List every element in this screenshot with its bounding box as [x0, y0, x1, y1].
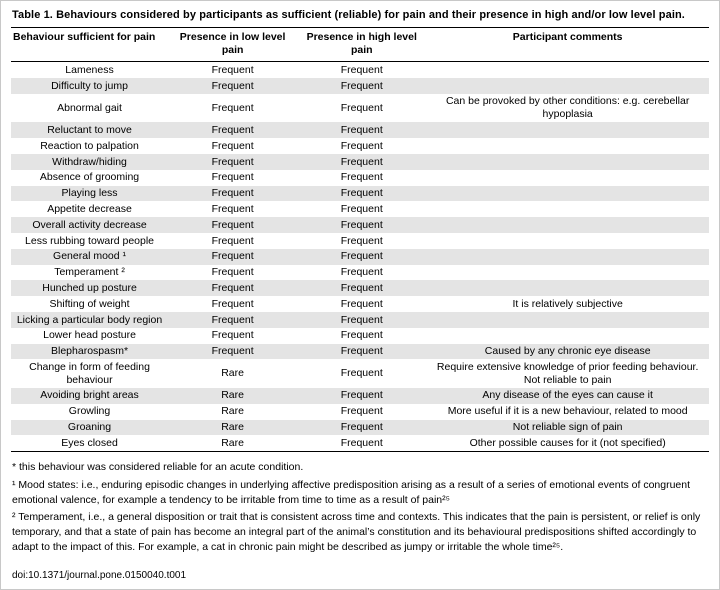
low-level-cell: Frequent: [211, 313, 254, 326]
comment-cell: [426, 328, 709, 344]
behaviour-cell: Lower head posture: [43, 329, 136, 342]
table-row: [11, 122, 709, 138]
comment-cell: [426, 280, 709, 296]
behaviour-cell: Licking a particular body region: [16, 313, 163, 326]
comment-cell: Not reliable sign of pain: [512, 421, 623, 434]
comment-cell: [426, 170, 709, 186]
header-row: [11, 28, 709, 62]
behaviour-cell: Eyes closed: [11, 435, 168, 451]
low-level-cell: Rare: [221, 405, 244, 418]
low-level-cell: Frequent: [211, 297, 254, 310]
high-level-cell: Frequent: [340, 63, 383, 76]
table-row: [11, 420, 709, 436]
table-row: [11, 312, 709, 328]
table-row: [11, 296, 709, 312]
high-level-cell: Frequent: [340, 421, 383, 434]
high-level-cell: Frequent: [340, 250, 383, 263]
comment-cell: [426, 186, 709, 202]
low-level-cell: Frequent: [211, 329, 254, 342]
high-level-cell: Frequent: [340, 297, 383, 310]
table-row: [11, 78, 709, 94]
behaviour-cell: Reluctant to move: [47, 123, 132, 136]
table-row: [11, 388, 709, 404]
comment-cell: Require extensive knowledge of prior feeding behaviour. Not reliable to pain: [436, 360, 699, 386]
comment-cell: [426, 78, 709, 94]
high-level-cell: Frequent: [340, 367, 383, 380]
table-row: [11, 249, 709, 265]
low-level-cell: Frequent: [211, 266, 254, 279]
comment-cell: [426, 62, 709, 78]
behaviour-cell: Abnormal gait: [57, 101, 122, 114]
behaviour-cell: Growling: [68, 405, 111, 418]
table-header: [11, 28, 709, 62]
low-level-cell: Frequent: [211, 171, 254, 184]
table-row: [11, 217, 709, 233]
comment-cell: [426, 249, 709, 265]
low-level-cell: Frequent: [211, 234, 254, 247]
high-level-cell: Frequent: [340, 123, 383, 136]
table-row: [11, 94, 709, 123]
low-level-cell: Frequent: [211, 202, 254, 215]
behaviour-cell: Difficulty to jump: [51, 79, 128, 92]
column-header-comments: Participant comments: [426, 28, 709, 62]
behaviour-cell: General mood ¹: [53, 250, 126, 263]
behaviour-cell: Temperament ²: [54, 266, 125, 279]
comment-cell: [426, 265, 709, 281]
comment-cell: Can be provoked by other conditions: e.g. cerebellar hypoplasia: [445, 95, 690, 121]
table-row: [11, 344, 709, 360]
column-header-low-level: Presence in low level pain: [168, 28, 297, 62]
column-header-behaviour: Behaviour sufficient for pain: [11, 28, 168, 62]
low-level-cell: Rare: [221, 421, 244, 434]
high-level-cell: Frequent: [340, 101, 383, 114]
behaviour-cell: Overall activity decrease: [32, 218, 147, 231]
behaviour-cell: Absence of grooming: [39, 171, 140, 184]
table-row: [11, 170, 709, 186]
table-row: [11, 359, 709, 388]
comment-cell: [426, 233, 709, 249]
comment-cell: [426, 201, 709, 217]
footnote-asterisk: * this behaviour was considered reliable for an acute condition.: [12, 461, 304, 474]
behaviour-cell: Withdraw/hiding: [52, 155, 127, 168]
comment-cell: [426, 138, 709, 154]
high-level-cell: Frequent: [340, 389, 383, 402]
low-level-cell: Frequent: [211, 250, 254, 263]
low-level-cell: Frequent: [211, 139, 254, 152]
comment-cell: It is relatively subjective: [512, 297, 623, 310]
high-level-cell: Frequent: [340, 345, 383, 358]
comment-cell: [426, 217, 709, 233]
low-level-cell: Rare: [221, 367, 244, 380]
table-row: [11, 435, 709, 451]
low-level-cell: Frequent: [211, 63, 254, 76]
low-level-cell: Frequent: [211, 345, 254, 358]
comment-cell: More useful if it is a new behaviour, related to mood: [447, 405, 688, 418]
behaviour-cell: Lameness: [65, 63, 114, 76]
column-header-high-level: Presence in high level pain: [297, 28, 426, 62]
low-level-cell: Frequent: [211, 155, 254, 168]
behaviours-table: [11, 27, 709, 452]
high-level-cell: Frequent: [340, 329, 383, 342]
behaviour-cell: Groaning: [67, 421, 112, 434]
high-level-cell: Frequent: [340, 202, 383, 215]
behaviour-cell: Less rubbing toward people: [25, 234, 155, 247]
comment-cell: Other possible causes for it (not specified): [426, 435, 709, 451]
low-level-cell: Rare: [221, 389, 244, 402]
low-level-cell: Frequent: [211, 123, 254, 136]
behaviour-cell: Reaction to palpation: [40, 139, 139, 152]
comment-cell: Caused by any chronic eye disease: [484, 345, 651, 358]
behaviour-cell: Playing less: [61, 187, 118, 200]
behaviour-cell: Appetite decrease: [47, 202, 132, 215]
footnote-mood-states: ¹ Mood states: i.e., enduring episodic changes in underlying affective predisposition arising as a result of a series of emotional events of congruent emotional valence, for example a tendency to be irritable from time to time as a result of pain²⁵: [12, 478, 691, 506]
low-level-cell: Frequent: [211, 281, 254, 294]
table-row: [11, 154, 709, 170]
high-level-cell: Frequent: [340, 171, 383, 184]
footnote-temperament: ² Temperament, i.e., a general disposition or trait that is consistent across time and contexts. This indicates that the pain is persistent, or relief is only temporary, and that a state of pain has become an integral part of the animal’s constitution and its behavioural predispositions shifted accordingly to adapt to the impact of this. For example, a cat in chronic pain might be described as jumpy or irritable the whole time²⁵.: [12, 511, 701, 553]
high-level-cell: Frequent: [340, 266, 383, 279]
high-level-cell: Frequent: [340, 405, 383, 418]
low-level-cell: Frequent: [211, 187, 254, 200]
footnotes: [11, 460, 709, 554]
behaviour-cell: Hunched up posture: [42, 281, 137, 294]
table-title: Table 1. Behaviours considered by participants as sufficient (reliable) for pain and their presence in high and/or low level pain.: [12, 9, 685, 21]
low-level-cell: Frequent: [211, 218, 254, 231]
high-level-cell: Frequent: [340, 218, 383, 231]
comment-cell: Any disease of the eyes can cause it: [482, 389, 653, 402]
high-level-cell: Frequent: [340, 187, 383, 200]
table-row: [11, 280, 709, 296]
table-row: [11, 138, 709, 154]
high-level-cell: Frequent: [340, 281, 383, 294]
comment-cell: [426, 154, 709, 170]
table-row: [11, 186, 709, 202]
table-row: [11, 233, 709, 249]
table-row: [11, 201, 709, 217]
table-row: [11, 62, 709, 78]
doi-label: doi:10.1371/journal.pone.0150040.t001: [12, 570, 187, 581]
high-level-cell: Frequent: [340, 139, 383, 152]
high-level-cell: Frequent: [340, 234, 383, 247]
table-row: [11, 404, 709, 420]
high-level-cell: Frequent: [297, 435, 426, 451]
low-level-cell: Frequent: [211, 101, 254, 114]
high-level-cell: Frequent: [340, 155, 383, 168]
behaviour-cell: Change in form of feeding behaviour: [29, 360, 150, 386]
behaviour-cell: Shifting of weight: [49, 297, 130, 310]
comment-cell: [426, 312, 709, 328]
high-level-cell: Frequent: [340, 313, 383, 326]
behaviour-cell: Blepharospasm*: [51, 345, 129, 358]
table-body: [11, 62, 709, 452]
table-row: [11, 265, 709, 281]
comment-cell: [426, 122, 709, 138]
behaviour-cell: Avoiding bright areas: [40, 389, 139, 402]
table-row: [11, 328, 709, 344]
low-level-cell: Frequent: [211, 79, 254, 92]
high-level-cell: Frequent: [340, 79, 383, 92]
low-level-cell: Rare: [168, 435, 297, 451]
